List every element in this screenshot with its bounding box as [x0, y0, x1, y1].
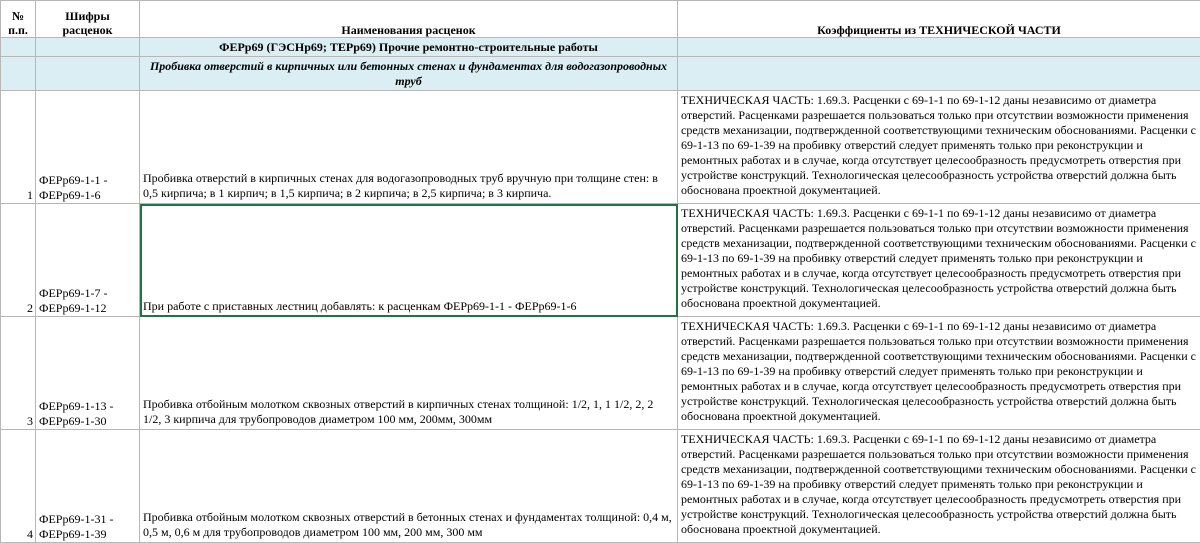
header-name[interactable]: Наименования расценок [140, 1, 678, 38]
table-row [1, 317, 1200, 430]
empty-cell[interactable] [1, 38, 36, 57]
rate-code[interactable]: ФЕРр69-1-31 - ФЕРр69-1-39 [36, 430, 140, 543]
rate-code[interactable]: ФЕРр69-1-1 - ФЕРр69-1-6 [36, 91, 140, 204]
table-row [1, 91, 1200, 204]
technical-part[interactable]: ТЕХНИЧЕСКАЯ ЧАСТЬ: 1.69.3. Расценки с 69-1-1 по 69-1-12 даны независимо от диаметра отверстий. Расценками разрешается пользоваться только при отсутствии возможности применения средств механизации, подтвержденной соответствующими техническим обоснованиями. Расценки с 69-1-13 по 69-1-39 на пробивку отверстий следует применять только при реконструкции и ремонтных работах и в случае, когда отсутствует целесообразность предусмотреть отверстия при устройстве конструкций. Технологическая целесообразность устройства отверстий должна быть обоснована проектной документацией. [678, 204, 1200, 317]
row-number[interactable]: 2 [1, 204, 36, 317]
header-row [1, 1, 1200, 38]
empty-cell[interactable] [36, 38, 140, 57]
empty-cell[interactable] [678, 57, 1200, 91]
empty-cell[interactable] [678, 38, 1200, 57]
row-number[interactable]: 1 [1, 91, 36, 204]
header-coef[interactable]: Коэффициенты из ТЕХНИЧЕСКОЙ ЧАСТИ [678, 1, 1200, 38]
rate-code[interactable]: ФЕРр69-1-13 - ФЕРр69-1-30 [36, 317, 140, 430]
row-number[interactable]: 4 [1, 430, 36, 543]
table-row [1, 204, 1200, 317]
rate-code[interactable]: ФЕРр69-1-7 - ФЕРр69-1-12 [36, 204, 140, 317]
section-subtitle-row [1, 57, 1200, 91]
row-number[interactable]: 3 [1, 317, 36, 430]
header-num[interactable]: № п.п. [1, 1, 36, 38]
technical-part[interactable]: ТЕХНИЧЕСКАЯ ЧАСТЬ: 1.69.3. Расценки с 69-1-1 по 69-1-12 даны независимо от диаметра отверстий. Расценками разрешается пользоваться только при отсутствии возможности применения средств механизации, подтвержденной соответствующими техническим обоснованиями. Расценки с 69-1-13 по 69-1-39 на пробивку отверстий следует применять только при реконструкции и ремонтных работах и в случае, когда отсутствует целесообразность предусмотреть отверстия при устройстве конструкций. Технологическая целесообразность устройства отверстий должна быть обоснована проектной документацией. [678, 317, 1200, 430]
empty-cell[interactable] [1, 57, 36, 91]
section-title[interactable]: ФЕРр69 (ГЭСНр69; ТЕРр69) Прочие ремонтно-строительные работы [140, 38, 678, 57]
header-code[interactable]: Шифры расценок [36, 1, 140, 38]
table-row [1, 430, 1200, 543]
rate-name[interactable]: Пробивка отбойным молотком сквозных отверстий в кирпичных стенах толщиной: 1/2, 1, 1 1/2, 2, 2 1/2, 3 кирпича для трубопроводов диаметром 100 мм, 200мм, 300мм [140, 317, 678, 430]
rate-name[interactable]: Пробивка отверстий в кирпичных стенах для водогазопроводных труб вручную при толщине стен: в 0,5 кирпича; в 1 кирпич; в 1,5 кирпича; в 2 кирпича; в 2,5 кирпича; в 3 кирпича. [140, 91, 678, 204]
technical-part[interactable]: ТЕХНИЧЕСКАЯ ЧАСТЬ: 1.69.3. Расценки с 69-1-1 по 69-1-12 даны независимо от диаметра отверстий. Расценками разрешается пользоваться только при отсутствии возможности применения средств механизации, подтвержденной соответствующими техническим обоснованиями. Расценки с 69-1-13 по 69-1-39 на пробивку отверстий следует применять только при реконструкции и ремонтных работах и в случае, когда отсутствует целесообразность предусмотреть отверстия при устройстве конструкций. Технологическая целесообразность устройства отверстий должна быть обоснована проектной документацией. [678, 430, 1200, 543]
rate-name-selected-cell[interactable]: При работе с приставных лестниц добавлять: к расценкам ФЕРр69-1-1 - ФЕРр69-1-6 [140, 204, 678, 317]
rate-name[interactable]: Пробивка отбойным молотком сквозных отверстий в бетонных стенах и фундаментах толщиной: 0,4 м, 0,5 м, 0,6 м для трубопроводов диаметром 100 мм, 200 мм, 300 мм [140, 430, 678, 543]
section-title-row [1, 38, 1200, 57]
technical-part[interactable]: ТЕХНИЧЕСКАЯ ЧАСТЬ: 1.69.3. Расценки с 69-1-1 по 69-1-12 даны независимо от диаметра отверстий. Расценками разрешается пользоваться только при отсутствии возможности применения средств механизации, подтвержденной соответствующими техническим обоснованиями. Расценки с 69-1-13 по 69-1-39 на пробивку отверстий следует применять только при реконструкции и ремонтных работах и в случае, когда отсутствует целесообразность предусмотреть отверстия при устройстве конструкций. Технологическая целесообразность устройства отверстий должна быть обоснована проектной документацией. [678, 91, 1200, 204]
empty-cell[interactable] [36, 57, 140, 91]
section-subtitle[interactable]: Пробивка отверстий в кирпичных или бетонных стенах и фундаментах для водогазопроводных труб [140, 57, 678, 91]
